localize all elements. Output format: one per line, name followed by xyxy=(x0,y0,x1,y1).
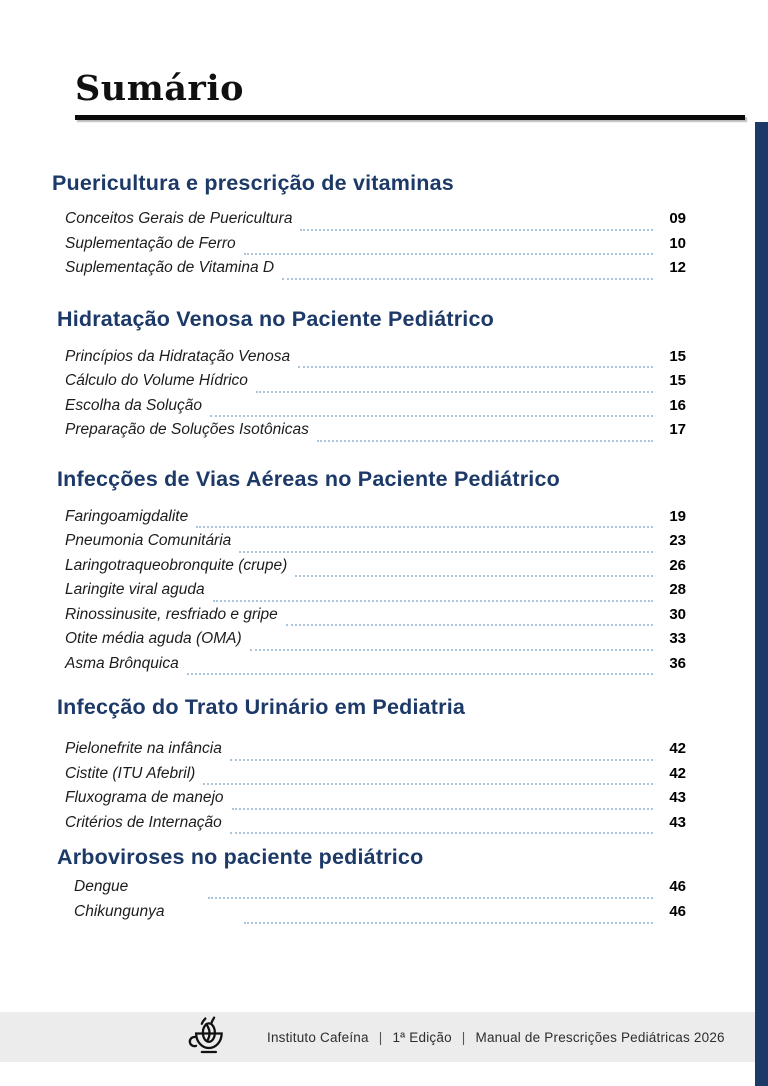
toc-entry[interactable] xyxy=(52,765,686,790)
toc-entry-label: Rinossinusite, resfriado e gripe xyxy=(65,605,278,623)
title-underline-rule xyxy=(75,115,745,120)
toc-entry-label: Chikungunya xyxy=(74,903,165,920)
footer-manual-title: Manual de Prescrições Pediátricas 2026 xyxy=(475,1029,725,1045)
toc-entry-label: Laringite viral aguda xyxy=(65,581,205,598)
toc-entry[interactable] xyxy=(52,210,686,235)
toc-entry-label: Otite média aguda (OMA) xyxy=(65,630,242,647)
toc-entry-label: Cistite (ITU Afebril) xyxy=(65,764,196,782)
toc-entry-label: Conceitos Gerais de Puericultura xyxy=(65,210,293,227)
dotted-leader xyxy=(196,526,653,528)
section-heading: Infecção do Trato Urinário em Pediatria xyxy=(57,695,466,719)
section-heading: Infecções de Vias Aéreas no Paciente Pediátrico xyxy=(57,466,560,491)
toc-entry-page-number: 43 xyxy=(669,813,686,831)
footer-text xyxy=(267,1030,725,1045)
toc-section xyxy=(52,170,686,284)
toc-entry-label: Asma Brônquica xyxy=(65,654,179,672)
toc-entry-page-number: 30 xyxy=(669,605,686,623)
toc-entry-page-number: 17 xyxy=(669,421,686,438)
dotted-leader xyxy=(300,229,653,231)
toc-entry-label: Laringotraqueobronquite (crupe) xyxy=(65,556,288,574)
page-footer xyxy=(0,1012,755,1062)
dotted-leader xyxy=(239,551,653,553)
toc-entry-label: Preparação de Soluções Isotônicas xyxy=(65,421,309,438)
page-title: Sumário xyxy=(75,68,245,109)
toc-entry-label: Princípios da Hidratação Venosa xyxy=(65,347,291,365)
toc-entry-label: Cálculo do Volume Hídrico xyxy=(65,372,248,389)
toc-entry-label: Pneumonia Comunitária xyxy=(65,532,232,549)
toc-entry-page-number: 36 xyxy=(669,654,686,672)
dotted-leader xyxy=(250,649,653,651)
toc-entry[interactable] xyxy=(52,655,686,680)
toc-entry-label: Pielonefrite na infância xyxy=(65,740,222,757)
dotted-leader xyxy=(282,278,653,280)
dotted-leader xyxy=(295,575,653,577)
section-heading: Arboviroses no paciente pediátrico xyxy=(57,845,424,869)
toc-entry-label: Suplementação de Ferro xyxy=(65,234,236,252)
toc-entry-page-number: 19 xyxy=(669,507,686,525)
dotted-leader xyxy=(317,440,653,442)
dotted-leader xyxy=(230,759,653,761)
toc-entry-page-number: 15 xyxy=(669,347,686,365)
toc-entry-page-number: 42 xyxy=(669,740,686,757)
dotted-leader xyxy=(232,808,653,810)
toc-entry-label: Critérios de Internação xyxy=(65,813,222,831)
coffee-cup-icon xyxy=(185,1015,231,1059)
toc-entry[interactable] xyxy=(52,606,686,631)
toc-entry[interactable] xyxy=(52,348,686,373)
toc-entry-label: Escolha da Solução xyxy=(65,396,203,414)
toc-entry[interactable] xyxy=(52,557,686,582)
toc-section xyxy=(52,694,686,838)
toc-entry-page-number: 09 xyxy=(669,210,686,227)
toc-entry-page-number: 46 xyxy=(669,903,686,920)
toc-entry-page-number: 28 xyxy=(669,581,686,598)
toc-entry-page-number: 43 xyxy=(669,789,686,806)
dotted-leader xyxy=(187,673,653,675)
toc-entry-page-number: 16 xyxy=(669,396,686,414)
toc-entry[interactable] xyxy=(52,878,686,903)
toc-entry-label: Dengue xyxy=(74,878,129,895)
toc-entry-label: Fluxograma de manejo xyxy=(65,789,224,806)
toc-entry[interactable] xyxy=(52,581,686,606)
footer-edition: 1ª Edição xyxy=(392,1029,452,1045)
toc-section xyxy=(52,306,686,446)
right-accent-bar xyxy=(755,122,768,1086)
toc-entry-page-number: 12 xyxy=(669,259,686,276)
toc-entry-page-number: 10 xyxy=(669,234,686,252)
toc-entry-label: Faringoamigdalite xyxy=(65,507,189,525)
toc-section xyxy=(52,466,686,680)
toc-section xyxy=(52,844,686,928)
dotted-leader xyxy=(244,253,653,255)
dotted-leader xyxy=(208,897,653,899)
toc-entry-page-number: 46 xyxy=(669,878,686,895)
toc-entry-page-number: 33 xyxy=(669,630,686,647)
dotted-leader xyxy=(210,415,653,417)
toc-entry[interactable] xyxy=(52,259,686,284)
toc-entry[interactable] xyxy=(52,508,686,533)
section-heading: Puericultura e prescrição de vitaminas xyxy=(52,171,454,195)
toc-entry[interactable] xyxy=(52,372,686,397)
toc-entry-page-number: 42 xyxy=(669,764,686,782)
dotted-leader xyxy=(203,783,653,785)
toc-entry-page-number: 23 xyxy=(669,532,686,549)
toc-entry[interactable] xyxy=(52,235,686,260)
toc-entry-label: Suplementação de Vitamina D xyxy=(65,259,275,276)
toc-entry[interactable] xyxy=(52,789,686,814)
footer-separator: | xyxy=(461,1029,466,1045)
dotted-leader xyxy=(286,624,653,626)
toc-entry[interactable] xyxy=(52,903,686,928)
dotted-leader xyxy=(244,922,653,924)
footer-brand: Instituto Cafeína xyxy=(267,1029,369,1045)
dotted-leader xyxy=(230,832,653,834)
dotted-leader xyxy=(256,391,653,393)
section-heading: Hidratação Venosa no Paciente Pediátrico xyxy=(57,306,494,331)
toc-entry-page-number: 26 xyxy=(669,556,686,574)
dotted-leader xyxy=(213,600,653,602)
toc-entry[interactable] xyxy=(52,421,686,446)
toc-sections xyxy=(52,150,686,928)
toc-entry-page-number: 15 xyxy=(669,372,686,389)
toc-entry[interactable] xyxy=(52,397,686,422)
toc-entry[interactable] xyxy=(52,814,686,839)
toc-entry[interactable] xyxy=(52,740,686,765)
toc-entry[interactable] xyxy=(52,630,686,655)
footer-separator: | xyxy=(378,1029,383,1045)
dotted-leader xyxy=(298,366,653,368)
toc-entry[interactable] xyxy=(52,532,686,557)
